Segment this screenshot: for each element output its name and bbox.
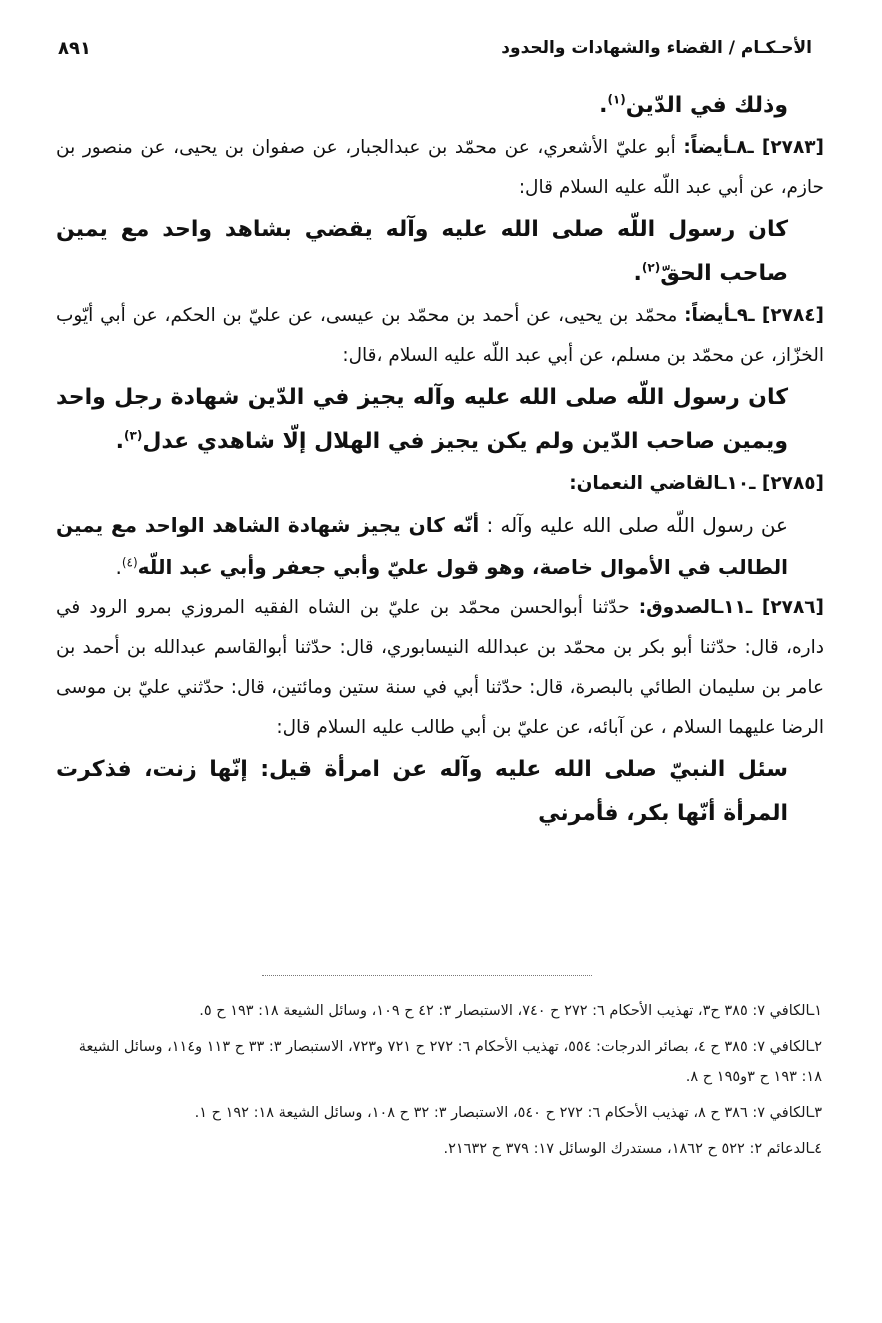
entry-label: [٢٧٨٣] ـ٨ـأيضاً: [683, 137, 824, 158]
footnote-separator [262, 975, 592, 976]
hadith-text: كان رسول اللّه صلى الله عليه وآله يجيز في الدّين شهادة رجل واحد ويمين صاحب الدّين ولم يكن يجيز في الهلال إلّا شاهدي عدل$^{(٣)}$. [56, 385, 788, 454]
footnote: ١ـالكافي ٧: ٣٨٥ ح٣، تهذيب الأحكام ٦: ٢٧٢ ح ٧٤٠، الاستبصار ٣: ٤٢ ح ١٠٩، وسائل الشيعة ١٨: ١٩٣ ح ٥. [199, 1003, 822, 1019]
hadith-text: كان رسول اللّه صلى الله عليه وآله يقضي بشاهد واحد مع يمين صاحب الحقّ$^{(٢)}$. [56, 217, 788, 286]
text-paragraph: وذلك في الدّين$^{(١)}$. [599, 92, 788, 118]
footnote: ٤ـالدعائم ٢: ٥٢٢ ح ١٨٦٢، مستدرك الوسائل ١٧: ٣٧٩ ح ٢١٦٣٢. [443, 1141, 822, 1157]
hadith-entry: [٢٧٨٣] ـ٨ـأيضاً: أبو عليّ الأشعري، عن محمّد بن عبدالجبار، عن صفوان بن يحيى، عن منصور بن حازم، عن أبي عبد اللّه عليه السلام قال: [56, 137, 824, 198]
footnote-ref: (٢) [641, 260, 661, 275]
running-title: الأحـكـام / القضاء والشهادات والحدود [501, 38, 812, 58]
hadith-text: سئل النبيّ صلى الله عليه وآله عن امرأة قيل: إنّها زنت، فذكرت المرأة أنّها بكر، فأمرني [56, 757, 788, 826]
page-number: ٨٩١ [58, 38, 91, 59]
footnote-ref: (٤) [121, 555, 138, 570]
main-text [56, 84, 824, 836]
footnote-ref: (١) [607, 92, 626, 107]
hadith-entry [56, 464, 824, 504]
footnote: ٣ـالكافي ٧: ٣٨٦ ح ٨، تهذيب الأحكام ٦: ٢٧٢ ح ٥٤٠، الاستبصار ٣: ٣٢ ح ١٠٨، وسائل الشيعة ١٨: ١٩٢ ح ١. [194, 1105, 822, 1121]
footnotes [56, 996, 822, 1170]
footnote-ref: (٣) [124, 428, 143, 443]
page-header [58, 38, 812, 62]
hadith-entry: [٢٧٨٦] ـ١١ـالصدوق: حدّثنا أبوالحسن محمّد بن عليّ بن الشاه الفقيه المروزي بمرو الرود في داره، قال: حدّثنا أبو بكر بن محمّد بن عبدالله النيسابوري، قال: حدّثنا أبوالقاسم عبدالله بن أحمد بن عامر بن سليمان الطائي بالبصرة، قال: حدّثنا أبي في سنة ستين ومائتين، قال: حدّثني عليّ بن موسى الرضا عليهما السلام ، عن آبائه، عن عليّ بن أبي طالب عليه السلام قال: [56, 597, 824, 738]
hadith-text: عن رسول اللّه صلى الله عليه وآله : أنّه كان يجيز شهادة الشاهد الواحد مع يمين الطالب في الأموال خاصة، وهو قول عليّ وأبي جعفر وأبي عبد اللّه$^{(٤)}$. [56, 513, 788, 579]
entry-label: [٢٧٨٥] ـ١٠ـالقاضي النعمان: [569, 473, 824, 494]
footnote: ٢ـالكافي ٧: ٣٨٥ ح ٤، بصائر الدرجات: ٥٥٤، تهذيب الأحكام ٦: ٢٧٢ ح ٧٢١ و٧٢٣، الاستبصار ٣: ٣٣ ح ١١٣ و١١٤، وسائل الشيعة ١٨: ١٩٣ ح ٣و١٩٥ ح ٨. [78, 1039, 822, 1085]
entry-label: [٢٧٨٤] ـ٩ـأيضاً: [684, 305, 824, 326]
hadith-entry: [٢٧٨٤] ـ٩ـأيضاً: محمّد بن يحيى، عن أحمد بن محمّد بن عيسى، عن عليّ بن الحكم، عن أبي أيّوب الخزّاز، عن محمّد بن مسلم، عن أبي عبد اللّه عليه السلام ،قال: [56, 305, 824, 366]
entry-label: [٢٧٨٦] ـ١١ـالصدوق: [638, 597, 824, 618]
